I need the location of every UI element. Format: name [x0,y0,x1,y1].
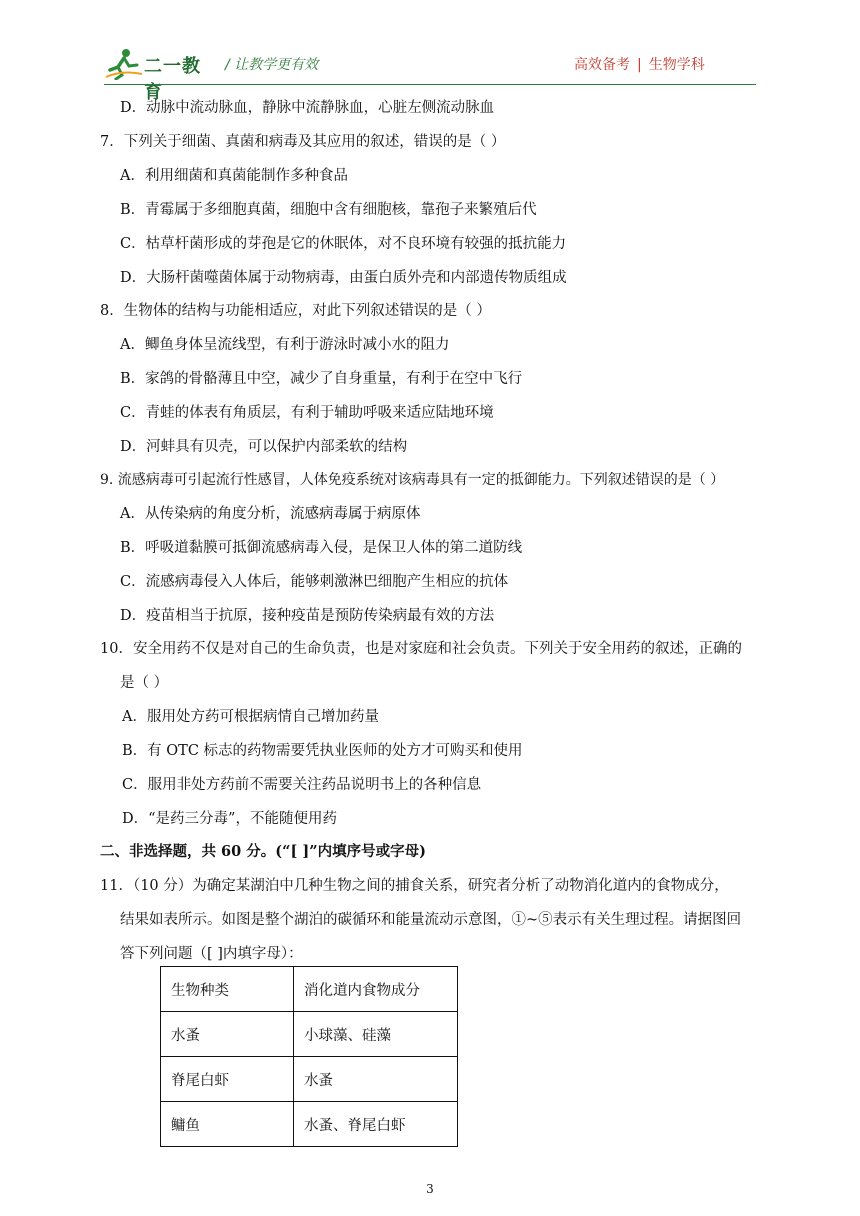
option-line: D．“是药三分毒”，不能随便用药 [122,811,337,827]
table-row [161,1102,458,1147]
header-separator: | [637,57,642,73]
header-tag-subject: 生物学科 [648,57,705,73]
option-line: A．利用细菌和真菌能制作多种食品 [120,168,348,184]
option-line: D．动脉中流动脉血，静脉中流静脉血，心脏左侧流动脉血 [120,100,495,116]
option-line: C．青蛙的体表有角质层，有利于辅助呼吸来适应陆地环境 [120,405,494,421]
option-line: B．青霉属于多细胞真菌，细胞中含有细胞核，靠孢子来繁殖后代 [120,202,537,218]
question-stem: 11．（10 分）为确定某湖泊中几种生物之间的捕食关系，研究者分析了动物消化道内的食物成分， [100,878,729,894]
logo-text: 二一教育 [144,56,201,103]
table-cell: 水蚤 [294,1057,458,1102]
option-line: A．从传染病的角度分析，流感病毒属于病原体 [120,506,421,522]
option-line: A．服用处方药可根据病情自己增加药量 [122,709,379,725]
runner-logo-icon [104,48,144,80]
question-stem-continued: 结果如表所示。如图是整个湖泊的碳循环和能量流动示意图，①~⑤表示有关生理过程。请据图回 [120,912,742,928]
header-divider [104,84,756,85]
table-cell: 鳙鱼 [161,1102,294,1147]
question-stem-continued: 答下列问题（[ ]内填字母）： [120,946,303,962]
option-line: D．大肠杆菌噬菌体属于动物病毒，由蛋白质外壳和内部遗传物质组成 [120,270,567,286]
table-cell: 水蚤、脊尾白虾 [294,1102,458,1147]
option-line: A．鲫鱼身体呈流线型，有利于游泳时减小水的阻力 [120,337,450,353]
slogan: / 让教学更有效 [225,57,319,73]
option-line: C．枯草杆菌形成的芽孢是它的休眠体，对不良环境有较强的抵抗能力 [120,236,567,252]
option-line: B．有 OTC 标志的药物需要凭执业医师的处方才可购买和使用 [122,743,523,759]
question-stem: 8．生物体的结构与功能相适应，对此下列叙述错误的是（ ） [100,303,491,319]
option-line: D．疫苗相当于抗原，接种疫苗是预防传染病最有效的方法 [120,608,495,624]
option-line: C．服用非处方药前不需要关注药品说明书上的各种信息 [122,777,482,793]
option-line: C．流感病毒侵入人体后，能够刺激淋巴细胞产生相应的抗体 [120,574,509,590]
option-line: B．家鸽的骨骼薄且中空，减少了自身重量，有利于在空中飞行 [120,371,523,387]
table-row [161,1012,458,1057]
brand-logo [104,48,216,103]
question-stem-continued: 是（ ） [120,675,169,691]
question-stem: 9. 流感病毒可引起流行性感冒，人体免疫系统对该病毒具有一定的抵御能力。下列叙述错误的是（ ） [100,472,725,488]
table-cell: 小球藻、硅藻 [294,1012,458,1057]
table-cell: 水蚤 [161,1012,294,1057]
section-heading: 二、非选择题，共 60 分。(“[ ]”内填序号或字母) [100,843,426,860]
page-number: 3 [426,1182,434,1196]
header-subject [574,54,705,74]
table-header-cell: 生物种类 [161,967,294,1012]
question-stem: 10．安全用药不仅是对自己的生命负责，也是对家庭和社会负责。下列关于安全用药的叙述，正确的 [100,641,742,657]
table-cell: 脊尾白虾 [161,1057,294,1102]
food-content-table [160,966,458,1147]
table-header-row [161,967,458,1012]
header-tag-exam: 高效备考 [574,57,630,73]
table-header-cell: 消化道内食物成分 [294,967,458,1012]
page-header [0,0,860,103]
option-line: D．河蚌具有贝壳，可以保护内部柔软的结构 [120,439,408,455]
question-stem: 7．下列关于细菌、真菌和病毒及其应用的叙述，错误的是（ ） [100,134,506,150]
table-row [161,1057,458,1102]
option-line: B．呼吸道黏膜可抵御流感病毒入侵，是保卫人体的第二道防线 [120,540,523,556]
